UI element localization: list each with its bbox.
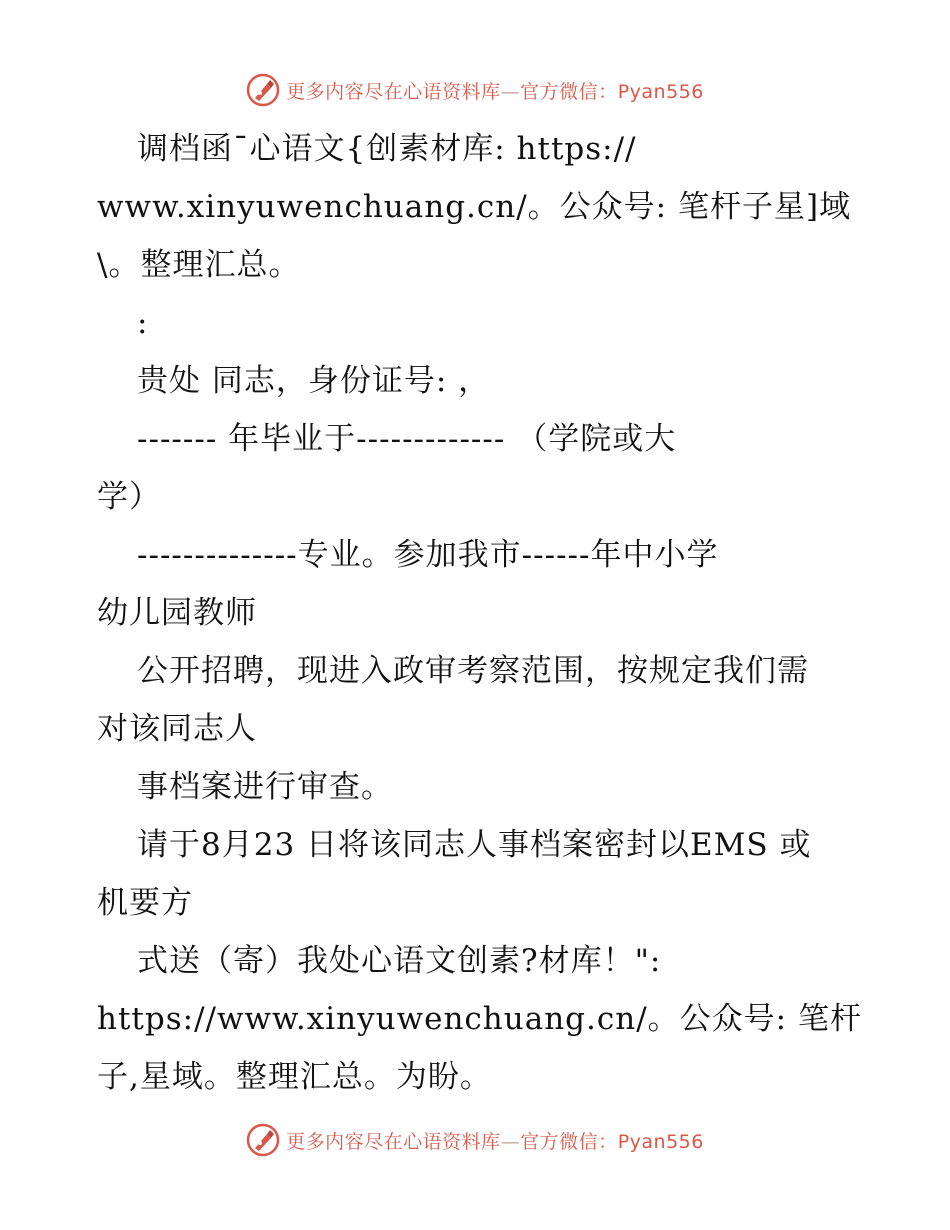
text-line: 学）	[97, 479, 161, 515]
text-line: 子,星域。整理汇总。为盼。	[97, 1059, 492, 1095]
text-line: 调档函¯心语文{创素材库: https://	[137, 131, 637, 167]
text-line: \。整理汇总。	[97, 247, 301, 283]
text-line: :	[137, 305, 149, 341]
text-line: ------- 年毕业于------------- （学院或大	[137, 421, 677, 457]
text-line: 幼儿园教师	[97, 595, 257, 631]
text-line: 式送（寄）我处心语文创素?材库！":	[137, 943, 662, 979]
text-line: 请于8月23 日将该同志人事档案密封以EMS 或	[137, 827, 812, 863]
watermark-label: 官方微信：	[520, 1130, 618, 1153]
watermark-wechat-id: Pyan556	[617, 80, 704, 103]
watermark-dash: —	[500, 80, 521, 103]
watermark-text	[286, 77, 704, 104]
text-line: 事档案进行审查。	[137, 769, 393, 805]
document-body	[97, 120, 862, 1106]
watermark-dash: —	[500, 1130, 521, 1153]
pen-logo-icon	[246, 1123, 280, 1157]
pen-logo-icon	[246, 73, 280, 107]
header-watermark	[0, 68, 950, 112]
text-line: 贵处 同志，身份证号: ，	[137, 363, 491, 399]
text-line: 对该同志人	[97, 711, 257, 747]
text-line: 机要方	[97, 885, 193, 921]
watermark-site: 更多内容尽在心语资料库	[286, 1130, 501, 1153]
text-line: 公开招聘，现进入政审考察范围，按规定我们需	[137, 653, 809, 689]
text-line: --------------专业。参加我市------年中小学	[137, 537, 719, 573]
footer-watermark	[0, 1118, 950, 1162]
watermark-site: 更多内容尽在心语资料库	[286, 80, 501, 103]
text-line: https://www.xinyuwenchuang.cn/。公众号: 笔杆	[97, 1001, 862, 1037]
watermark-label: 官方微信：	[520, 80, 618, 103]
text-line: www.xinyuwenchuang.cn/。公众号: 笔杆子星]域	[97, 189, 852, 225]
watermark-text	[286, 1127, 704, 1154]
watermark-wechat-id: Pyan556	[617, 1130, 704, 1153]
